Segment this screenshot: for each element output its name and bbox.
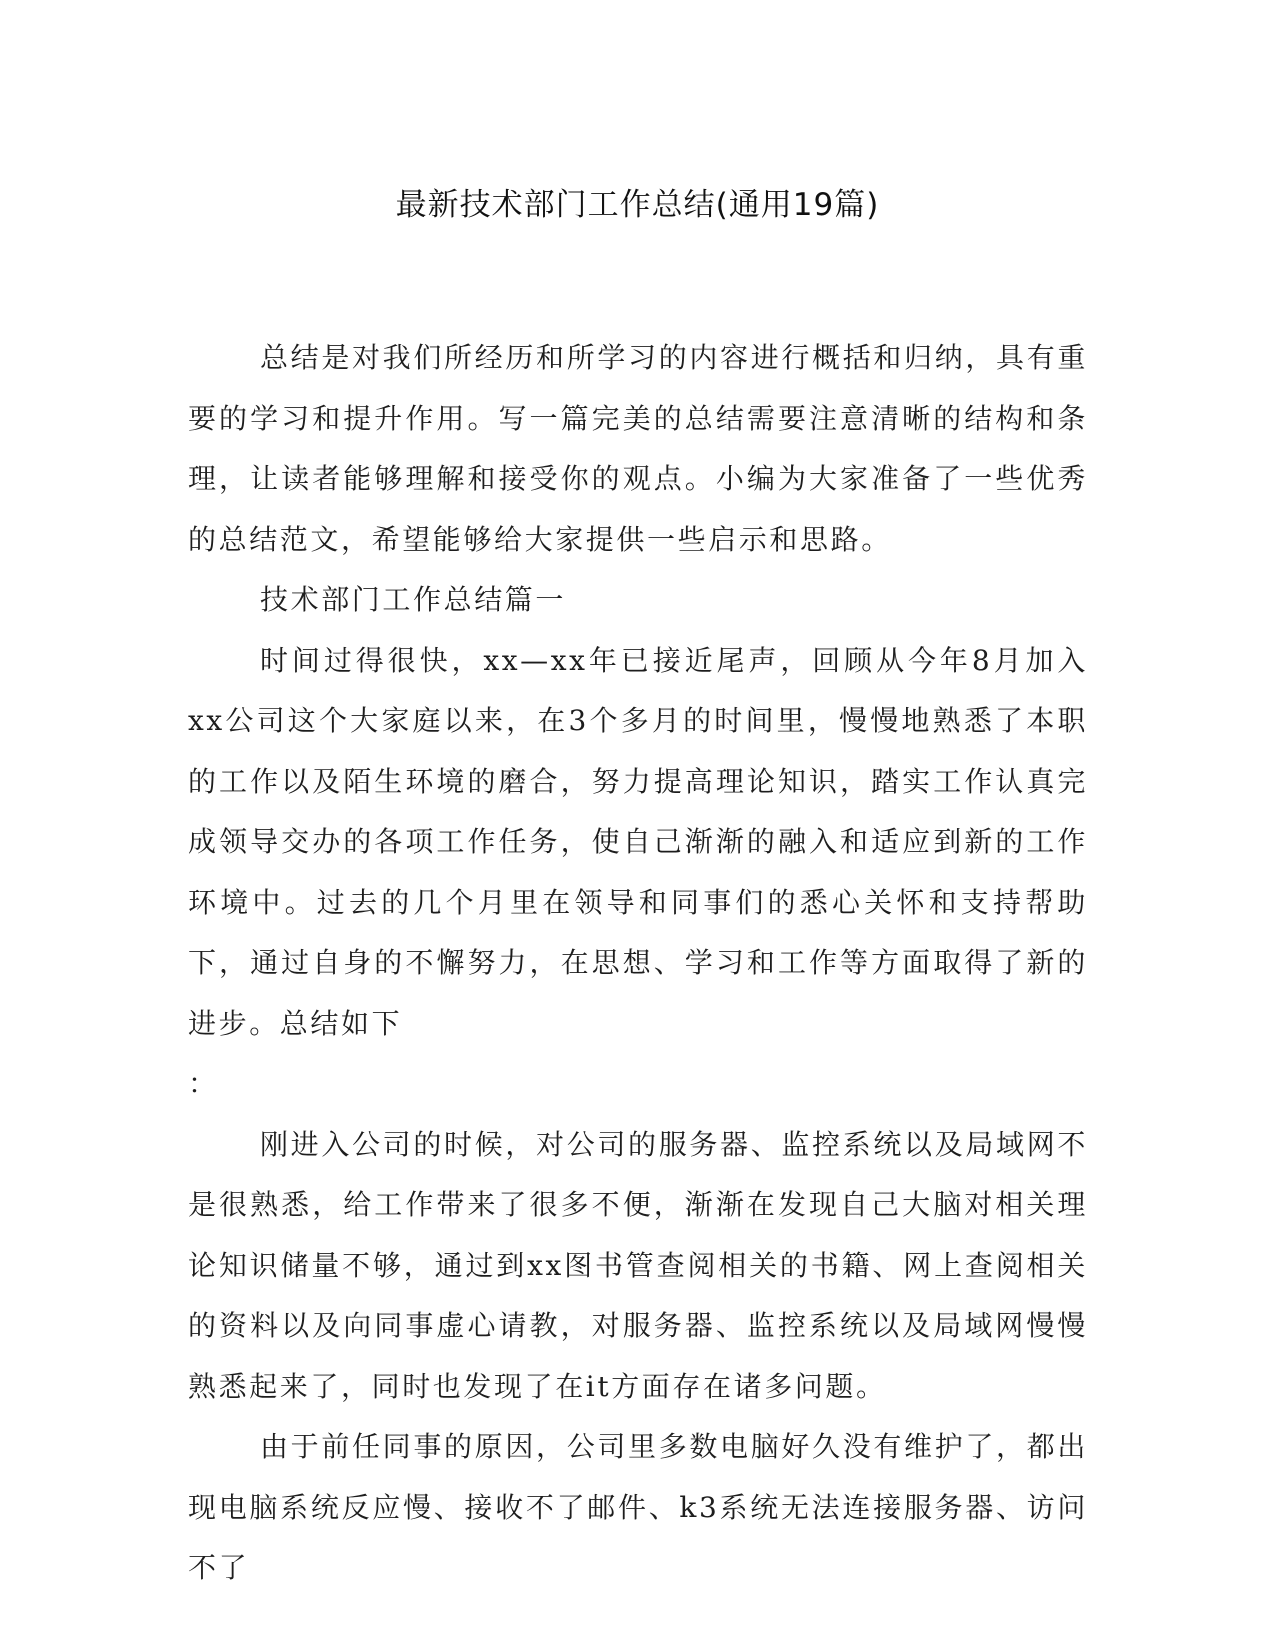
body-paragraph: 刚进入公司的时候，对公司的服务器、监控系统以及局域网不是很熟悉，给工作带来了很多不便，渐渐在发现自己大脑对相关理论知识储量不够，通过到xx图书管查阅相关的书籍、网上查阅相关的资料以及向同事虚心请教，对服务器、监控系统以及局域网慢慢熟悉起来了，同时也发现了在it方面存在诸多问题。	[188, 1127, 1088, 1403]
intro-paragraph: 总结是对我们所经历和所学习的内容进行概括和归纳，具有重要的学习和提升作用。写一篇完美的总结需要注意清晰的结构和条理，让读者能够理解和接受你的观点。小编为大家准备了一些优秀的总结范文，希望能够给大家提供一些启示和思路。	[188, 341, 1088, 556]
body-paragraph: 由于前任同事的原因，公司里多数电脑好久没有维护了，都出现电脑系统反应慢、接收不了邮件、k3系统无法连接服务器、访问不了	[188, 1430, 1088, 1584]
body-paragraph: 时间过得很快，xx—xx年已接近尾声，回顾从今年8月加入xx公司这个大家庭以来，在3个多月的时间里，慢慢地熟悉了本职的工作以及陌生环境的磨合，努力提高理论知识，踏实工作认真完成领导交办的各项工作任务，使自己渐渐的融入和适应到新的工作环境中。过去的几个月里在领导和同事们的悉心关怀和支持帮助下，通过自身的不懈努力，在思想、学习和工作等方面取得了新的进步。总结如下	[188, 643, 1088, 1040]
document-title: 最新技术部门工作总结(通用19篇)	[395, 187, 880, 223]
section-heading: 技术部门工作总结篇一	[260, 583, 567, 616]
body-paragraph-tail: ：	[188, 1067, 219, 1100]
document-body	[188, 328, 1088, 1599]
